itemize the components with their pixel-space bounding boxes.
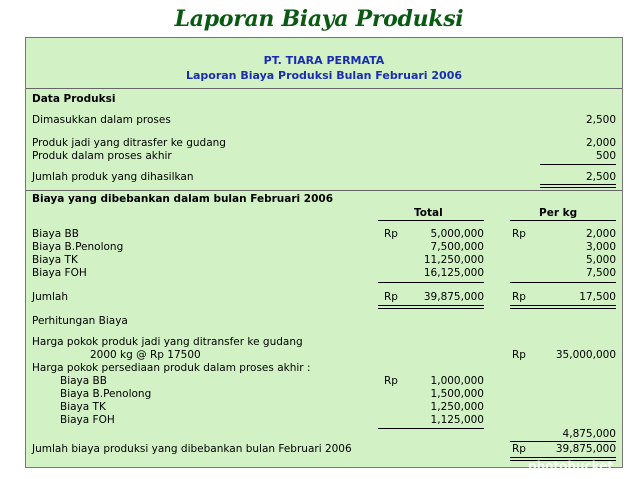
biaya-row-perkg: 2,000 (585, 228, 616, 240)
col-total-header: Total (414, 207, 443, 219)
biaya-row-total: 11,250,000 (423, 254, 484, 266)
currency-label: Rp (512, 443, 526, 455)
report-title: Laporan Biaya Produksi Bulan Februari 2006 (185, 69, 463, 82)
header-divider (26, 88, 622, 89)
biaya-row-perkg: 3,000 (585, 241, 616, 253)
biaya-heading: Biaya yang dibebankan dalam bulan Februari 2006 (32, 193, 334, 205)
slide-title: Laporan Biaya Produksi (174, 6, 464, 32)
biaya-row-label: Biaya BB (32, 228, 79, 240)
biaya-row-total: 5,000,000 (430, 228, 484, 240)
perhitungan-item-value: 1,000,000 (430, 375, 484, 387)
biaya-row-perkg: 7,500 (585, 267, 616, 279)
jumlah-label: Jumlah (32, 291, 68, 303)
report-panel (25, 37, 623, 468)
biaya-row-total: 7,500,000 (430, 241, 484, 253)
currency-label: Rp (384, 228, 398, 240)
total-biaya-value: 39,875,000 (555, 443, 616, 455)
biaya-row-label: Biaya B.Penolong (32, 241, 124, 253)
perhitungan-item-value: 1,500,000 (430, 388, 484, 400)
total-biaya-label: Jumlah biaya produksi yang dibebankan bulan Februari 2006 (32, 443, 352, 455)
perkg-double-underline (510, 305, 616, 309)
currency-label: Rp (384, 291, 398, 303)
hpp-jadi-value: 35,000,000 (555, 349, 616, 361)
perkg-header-underline (510, 220, 616, 221)
perhitungan-item-label: Biaya FOH (60, 414, 115, 426)
biaya-row-perkg: 5,000 (585, 254, 616, 266)
currency-label: Rp (512, 228, 526, 240)
perhitungan-item-value: 1,250,000 (430, 401, 484, 413)
section-divider (26, 190, 622, 191)
perhitungan-item-label: Biaya B.Penolong (60, 388, 152, 400)
perhitungan-item-label: Biaya BB (60, 375, 107, 387)
total-underline (378, 282, 484, 283)
total-double-underline (378, 305, 484, 309)
produk-proses-label: Produk dalam proses akhir (32, 150, 172, 162)
data-produksi-heading: Data Produksi (32, 93, 116, 105)
subtotal-value: 4,875,000 (562, 428, 616, 440)
perkg-underline (510, 282, 616, 283)
items-underline (378, 428, 484, 429)
produksi-double-underline (540, 184, 616, 188)
currency-label: Rp (512, 291, 526, 303)
total-header-underline (378, 220, 484, 221)
biaya-row-total: 16,125,000 (423, 267, 484, 279)
dimasukkan-label: Dimasukkan dalam proses (32, 114, 171, 126)
produksi-underline (540, 164, 616, 165)
dimasukkan-value: 2,500 (585, 114, 616, 126)
produk-jadi-label: Produk jadi yang ditrasfer ke gudang (32, 137, 226, 149)
perhitungan-item-label: Biaya TK (60, 401, 106, 413)
hpp-jadi-label: Harga pokok produk jadi yang ditransfer ke gudang (32, 336, 303, 348)
watermark-logo: photobucket (528, 459, 614, 473)
perhitungan-item-value: 1,125,000 (430, 414, 484, 426)
currency-label: Rp (512, 349, 526, 361)
produk-jadi-value: 2,000 (585, 137, 616, 149)
biaya-row-label: Biaya FOH (32, 267, 87, 279)
produk-proses-value: 500 (595, 150, 616, 162)
company-name: PT. TIARA PERMATA (263, 54, 385, 67)
jumlah-perkg: 17,500 (579, 291, 616, 303)
hpp-jadi-detail: 2000 kg @ Rp 17500 (90, 349, 201, 361)
perhitungan-heading: Perhitungan Biaya (32, 315, 128, 327)
currency-label: Rp (384, 375, 398, 387)
jumlah-total: 39,875,000 (423, 291, 484, 303)
jumlah-produk-value: 2,500 (585, 171, 616, 183)
hpp-proses-label: Harga pokok persediaan produk dalam proses akhir : (32, 362, 311, 374)
subtotal-underline (510, 441, 616, 442)
biaya-row-label: Biaya TK (32, 254, 78, 266)
jumlah-produk-label: Jumlah produk yang dihasilkan (32, 171, 194, 183)
col-perkg-header: Per kg (539, 207, 578, 219)
